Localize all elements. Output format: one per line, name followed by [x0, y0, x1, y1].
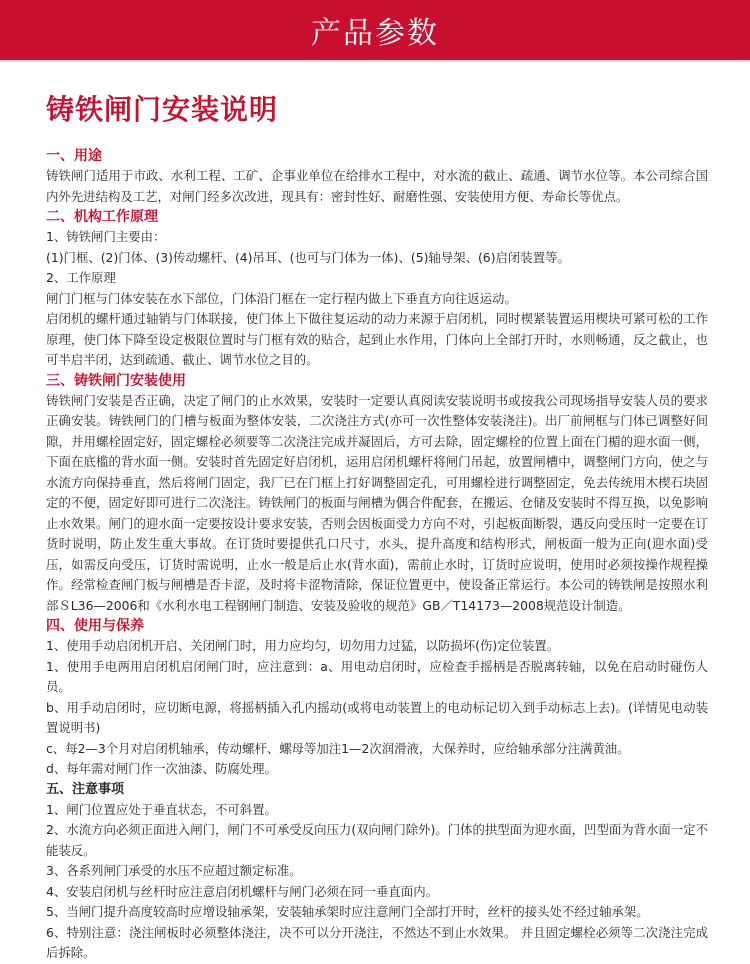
- section-heading-notes: 五、注意事项: [46, 781, 125, 797]
- principle-line-2: (1)门框、(2)门体、(3)传动螺杆、(4)吊耳、(也可与门体为一体)、(5)轴导架、(6)启闭装置等。: [46, 249, 570, 265]
- maintenance-line-5: d、每年需对闸门作一次油漆、防腐处理。: [46, 761, 277, 776]
- maintenance-line-3: b、用手动启闭时，应切断电源，将摇柄插入孔内摇动(或将电动装置上的电动标记切入到手动标志上去)。(详情见电动装置说明书): [46, 699, 708, 735]
- banner-title: 产品参数: [311, 16, 439, 51]
- notes-line-1: 1、闸门位置应处于垂直状态，不可斜置。: [46, 801, 277, 817]
- installation-paragraph: 铸铁闸门安装是否正确，决定了闸门的止水效果，安装时一定要认真阅读安装说明书或按我公司现场指导安装人员的要求正确安装。铸铁闸门的门槽与板面为整体安装，二次浇注方式(亦可一次性整体安装浇注)。出厂前闸框与门体已调整好间隙，并用螺栓固定好，固定螺栓必须要等二次浇注完成并凝固后，方可去除，固定螺栓的位置上面在门楣的迎水面一侧，下面在底槛的背水面一侧。安装时首先固定好启闭机，运用启闭机螺杆将闸门吊起，放置闸槽中，调整闸门方向，使之与水流方向保持垂直，然后将闸门固定，我厂已在门框上打好调整固定孔，可用螺栓进行调整固定，免去传统用木楔石块固定的不便，固定好即可进行二次浇注。铸铁闸门的板面与闸槽为偶合件配套，在搬运、仓储及安装时不得互换，以免影响止水效果。闸门的迎水面一定要按设计要求安装，否则会因板面受力方向不对，引起板面断裂，遇反向受压时一定要在订货时说明，防止发生重大事故。在订货时要提供孔口尺寸，水头，提升高度和结构形式，闸板面一般为正向(迎水面)受压，如需反向受压，订货时需说明，止水一般是后止水(背水面)，需前止水时，订货时应说明，使用时必须按操作规程操作。经常检查闸门板与闸槽是否卡涩，及时将卡涩物清除，保证位置更中，使设备正常运行。本公司的铸铁闸是按照水利部ＳL36—2006和《水利水电工程钢闸门制造、安装及验收的规范》GB／T14173—2008规范设计制造。: [46, 392, 708, 613]
- section-heading-usage: 一、用途: [46, 148, 102, 164]
- notes-line-5: 5、当闸门提升高度较高时应增设轴承架，安装轴承架时应注意闸门全部打开时，丝杆的接头处不经过轴承架。: [46, 904, 649, 919]
- section-heading-installation: 三、铸铁闸门安装使用: [46, 372, 186, 389]
- notes-line-4: 4、安装启闭机与丝杆时应注意启闭机螺杆与闸门必须在同一垂直面内。: [46, 883, 438, 899]
- maintenance-line-2: 1、使用手电两用启闭机启闭闸门时，应注意到：a、用电动启闭时，应检查手摇柄是否脱离转轴，以免在启动时碰伤人员。: [46, 658, 708, 694]
- section-heading-principle: 二、机构工作原理: [46, 209, 158, 225]
- header-banner: [0, 0, 750, 60]
- maintenance-line-4: c、每2—3个月对启闭机轴承，传动螺杆、螺母等加注1—2次润滑液，大保养时，应给轴承部分注满黄油。: [46, 740, 630, 756]
- section-heading-maintenance: 四、使用与保养: [46, 618, 144, 634]
- principle-line-5: 启闭机的螺杆通过轴销与门体联接，使门体上下做往复运动的动力来源于启闭机，同时楔紧装置运用楔块可紧可松的工作原理，使门体下降至设定极限位置时与门框有效的贴合，起到止水作用，门体向上全部打开时，水则畅通，反之截止，也可半启半闭，达到疏通、截止、调节水位之目的。: [46, 311, 708, 367]
- document-body: [0, 62, 750, 964]
- principle-line-1: 1、铸铁闸门主要由：: [46, 229, 166, 244]
- notes-line-2: 2、水流方向必须正面进入闸门，闸门不可承受反向压力(双向闸门除外)。门体的拱型面为迎水面，凹型面为背水面一定不能装反。: [46, 822, 708, 858]
- notes-line-6: 6、特别注意：浇注闸板时必须整体浇注，决不可以分开浇注，不然达不到止水效果。 并且固定螺栓必须等二次浇注完成后拆除。: [46, 924, 708, 960]
- page-title: 铸铁闸门安装说明: [46, 93, 279, 126]
- principle-line-4: 闸门门框与门体安装在水下部位，门体沿门框在一定行程内做上下垂直方向往返运动。: [46, 290, 517, 306]
- principle-line-3: 2、工作原理: [46, 270, 116, 285]
- maintenance-line-1: 1、使用手动启闭机开启、关闭闸门时，用力应均匀，切勿用力过猛，以防损坏(伤)定位装置。: [46, 638, 560, 653]
- notes-line-3: 3、各系列闸门承受的水压不应超过额定标准。: [46, 863, 302, 878]
- usage-paragraph: 铸铁闸门适用于市政、水利工程、工矿、企事业单位在给排水工程中，对水流的截止、疏通、调节水位等。本公司综合国内外先进结构及工艺，对闸门经多次改进，现具有：密封性好、耐磨性强、安装使用方便、寿命长等优点。: [46, 168, 708, 204]
